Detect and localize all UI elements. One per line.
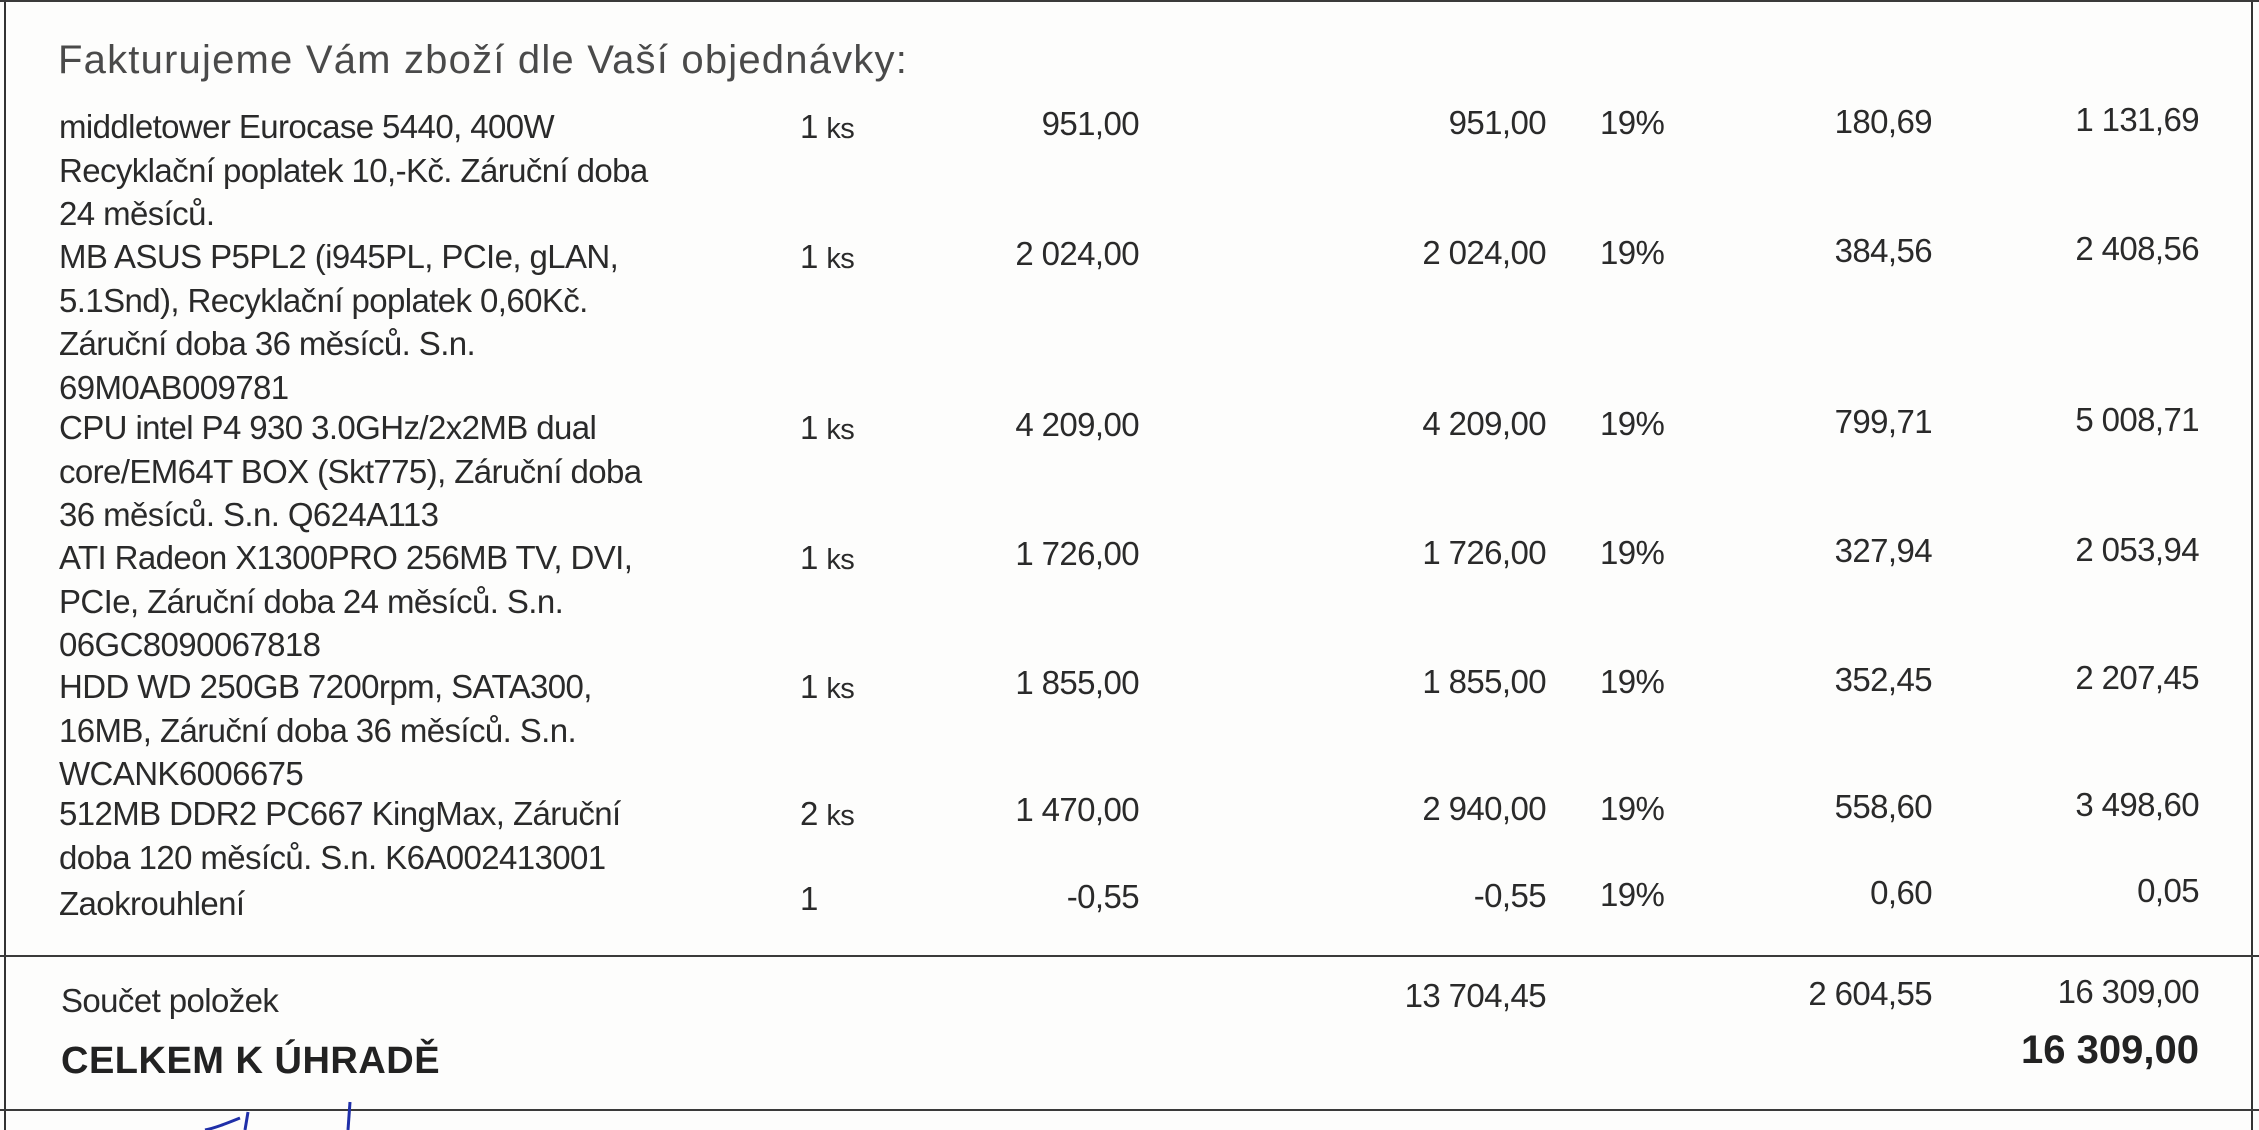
item-total: -0,55	[1473, 877, 1546, 914]
item-vat-rate: 19%	[1600, 534, 1665, 571]
item-total: 951,00	[1448, 104, 1546, 141]
item-total-with-vat: 0,05	[2137, 872, 2199, 909]
item-total-with-vat: 2 207,45	[2075, 659, 2199, 696]
summary-label: Součet položek	[61, 982, 279, 1019]
item-total-with-vat: 2 408,56	[2075, 230, 2199, 267]
item-vat-amount: 180,69	[1834, 103, 1932, 140]
invoice-heading: Fakturujeme Vám zboží dle Vaší objednávky:	[58, 38, 909, 82]
item-unit-price: 2 024,00	[1015, 235, 1139, 272]
item-vat-rate: 19%	[1600, 405, 1665, 442]
item-unit-price: -0,55	[1066, 878, 1139, 915]
item-description: CPU intel P4 930 3.0GHz/2x2MB dual core/EM64T BOX (Skt775), Záruční doba 36 měsíců. S.n. Q624A113	[59, 409, 642, 533]
item-vat-amount: 799,71	[1834, 403, 1932, 440]
item-quantity: 1	[800, 880, 818, 917]
item-description: MB ASUS P5PL2 (i945PL, PCIe, gLAN, 5.1Snd), Recyklační poplatek 0,60Kč. Záruční doba 36 měsíců. S.n. 69M0AB009781	[59, 238, 619, 406]
item-description: HDD WD 250GB 7200rpm, SATA300, 16MB, Záruční doba 36 měsíců. S.n. WCANK6006675	[59, 668, 592, 792]
item-unit-price: 1 855,00	[1015, 664, 1139, 701]
item-unit-price: 4 209,00	[1015, 406, 1139, 443]
item-total: 1 855,00	[1422, 663, 1546, 700]
item-vat-rate: 19%	[1600, 876, 1665, 913]
summary-total-with-vat: 16 309,00	[2057, 973, 2199, 1010]
item-vat-rate: 19%	[1600, 104, 1665, 141]
item-vat-rate: 19%	[1600, 663, 1665, 700]
item-total: 4 209,00	[1422, 405, 1546, 442]
item-quantity: 1 ks	[800, 238, 855, 275]
item-total-with-vat: 5 008,71	[2075, 401, 2199, 438]
item-total: 2 940,00	[1422, 790, 1546, 827]
item-description: middletower Eurocase 5440, 400W Recyklační poplatek 10,-Kč. Záruční doba 24 měsíců.	[59, 108, 648, 232]
summary-vat-amount: 2 604,55	[1808, 975, 1932, 1012]
item-vat-rate: 19%	[1600, 790, 1665, 827]
item-unit-price: 951,00	[1041, 105, 1139, 142]
item-total: 2 024,00	[1422, 234, 1546, 271]
grand-total-value: 16 309,00	[2021, 1028, 2199, 1072]
item-description: ATI Radeon X1300PRO 256MB TV, DVI, PCIe, Záruční doba 24 měsíců. S.n. 06GC8090067818	[59, 539, 633, 663]
item-vat-amount: 0,60	[1870, 874, 1932, 911]
item-vat-amount: 327,94	[1834, 532, 1932, 569]
item-total-with-vat: 1 131,69	[2075, 101, 2199, 138]
item-unit-price: 1 470,00	[1015, 791, 1139, 828]
item-total-with-vat: 2 053,94	[2075, 531, 2199, 568]
item-quantity: 1 ks	[800, 409, 855, 446]
item-quantity: 1 ks	[800, 539, 855, 576]
grand-total-label: CELKEM K ÚHRADĚ	[61, 1040, 441, 1082]
item-total: 1 726,00	[1422, 534, 1546, 571]
item-description: Zaokrouhlení	[59, 885, 245, 922]
item-unit-price: 1 726,00	[1015, 535, 1139, 572]
item-vat-amount: 558,60	[1834, 788, 1932, 825]
item-vat-amount: 384,56	[1834, 232, 1932, 269]
item-quantity: 1 ks	[800, 668, 855, 705]
item-vat-rate: 19%	[1600, 234, 1665, 271]
item-total-with-vat: 3 498,60	[2075, 786, 2199, 823]
item-quantity: 2 ks	[800, 795, 855, 832]
item-quantity: 1 ks	[800, 108, 855, 145]
item-description: 512MB DDR2 PC667 KingMax, Záruční doba 120 měsíců. S.n. K6A002413001	[59, 795, 621, 876]
item-vat-amount: 352,45	[1834, 661, 1932, 698]
summary-total: 13 704,45	[1404, 977, 1546, 1014]
